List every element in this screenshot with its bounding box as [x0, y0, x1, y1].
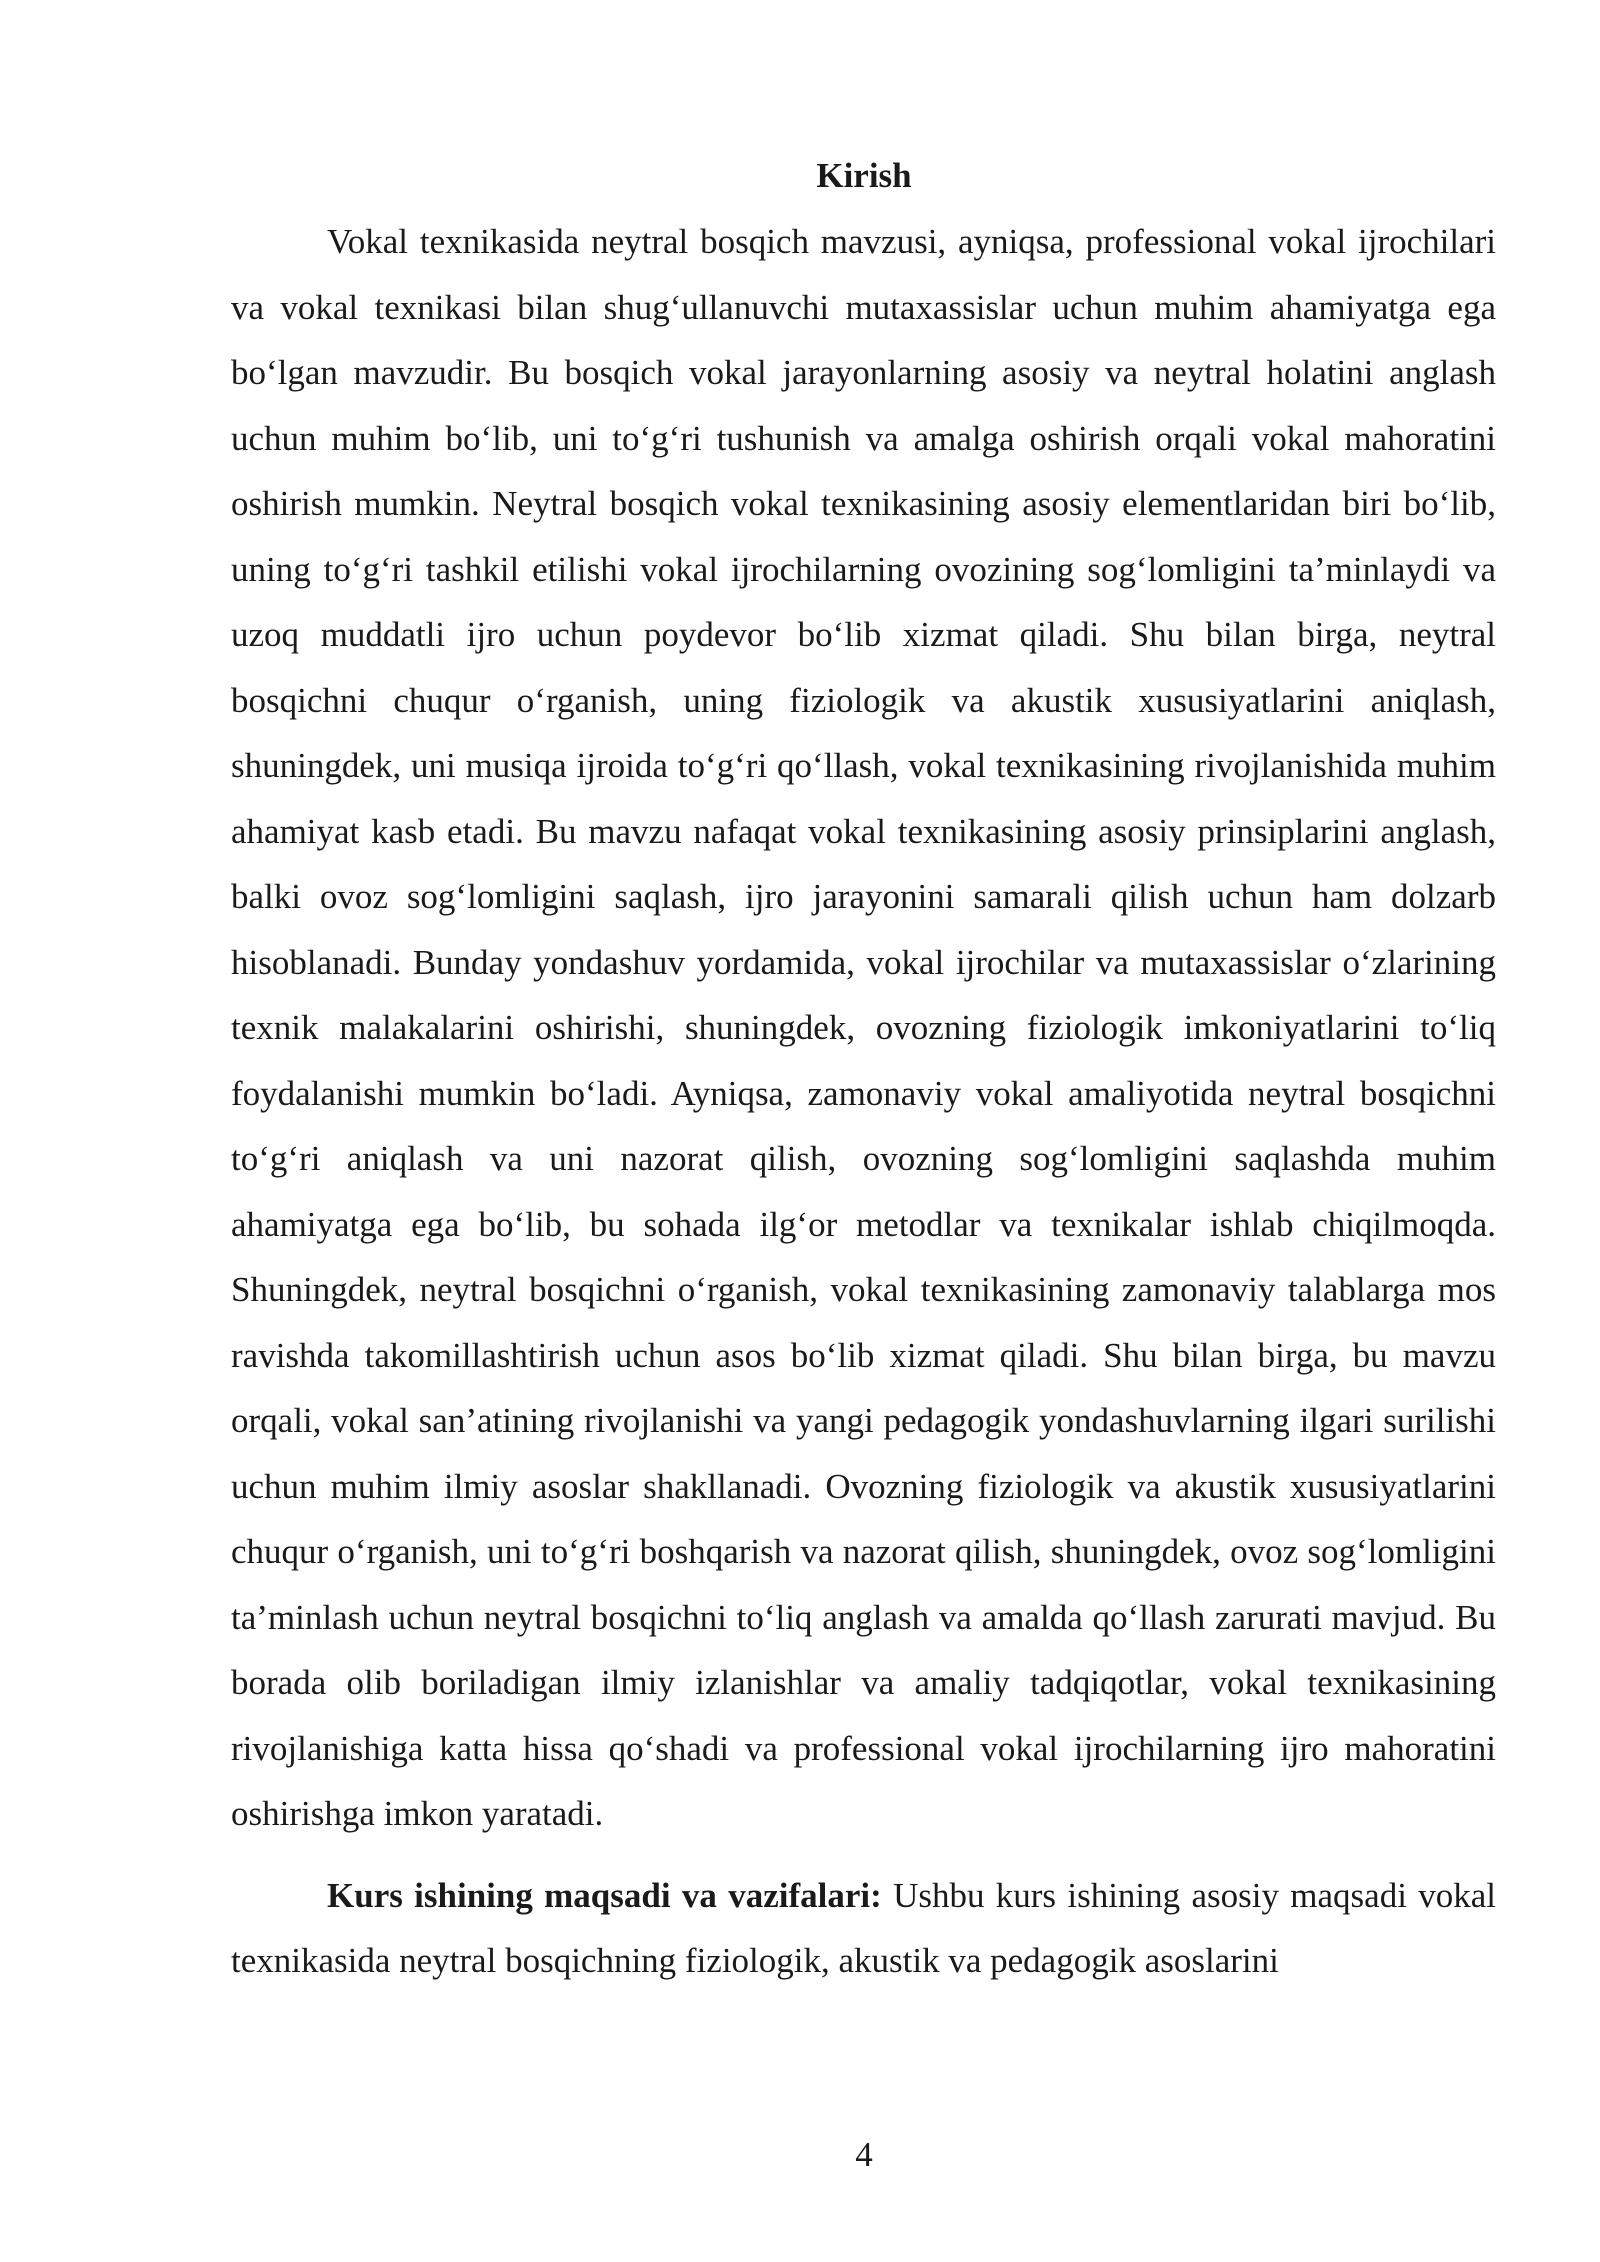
goals-paragraph	[231, 1863, 1496, 1994]
goals-text: Ushbu kurs ishining asosiy maqsadi vokal texnikasida neytral bosqichning fiziologik, akustik va pedagogik asoslarini	[231, 1875, 1496, 1980]
page-number-text: 4	[855, 2135, 873, 2174]
document-body	[231, 209, 1496, 1994]
heading-text: Kirish	[816, 156, 912, 195]
goals-lead: Kurs ishining maqsadi va vazifalari:	[327, 1875, 882, 1915]
page-number	[0, 2130, 1600, 2180]
intro-paragraph: Vokal texnikasida neytral bosqich mavzusi, ayniqsa, professional vokal ijrochilari va vokal texnikasi bilan shug‘ullanuvchi mutaxassislar uchun muhim ahamiyatga ega bo‘lgan mavzudir. Bu bosqich vokal jarayonlarning asosiy va neytral holatini anglash uchun muhim bo‘lib, uni to‘g‘ri tushunish va amalga oshirish orqali vokal mahoratini oshirish mumkin. Neytral bosqich vokal texnikasining asosiy elementlaridan biri bo‘lib, uning to‘g‘ri tashkil etilishi vokal ijrochilarning ovozining sog‘lomligini ta’minlaydi va uzoq muddatli ijro uchun poydevor bo‘lib xizmat qiladi. Shu bilan birga, neytral bosqichni chuqur o‘rganish, uning fiziologik va akustik xususiyatlarini aniqlash, shuningdek, uni musiqa ijroida to‘g‘ri qo‘llash, vokal texnikasining rivojlanishida muhim ahamiyat kasb etadi. Bu mavzu nafaqat vokal texnikasining asosiy prinsiplarini anglash, balki ovoz sog‘lomligini saqlash, ijro jarayonini samarali qilish uchun ham dolzarb hisoblanadi. Bunday yondashuv yordamida, vokal ijrochilar va mutaxassislar o‘zlarining texnik malakalarini oshirishi, shuningdek, ovozning fiziologik imkoniyatlarini to‘liq foydalanishi mumkin bo‘ladi. Ayniqsa, zamonaviy vokal amaliyotida neytral bosqichni to‘g‘ri aniqlash va uni nazorat qilish, ovozning sog‘lomligini saqlashda muhim ahamiyatga ega bo‘lib, bu sohada ilg‘or metodlar va texnikalar ishlab chiqilmoqda. Shuningdek, neytral bosqichni o‘rganish, vokal texnikasining zamonaviy talablarga mos ravishda takomillashtirish uchun asos bo‘lib xizmat qiladi. Shu bilan birga, bu mavzu orqali, vokal san’atining rivojlanishi va yangi pedagogik yondashuvlarning ilgari surilishi uchun muhim ilmiy asoslar shakllanadi. Ovozning fiziologik va akustik xususiyatlarini chuqur o‘rganish, uni to‘g‘ri boshqarish va nazorat qilish, shuningdek, ovoz sog‘lomligini ta’minlash uchun neytral bosqichni to‘liq anglash va amalda qo‘llash zarurati mavjud. Bu borada olib boriladigan ilmiy izlanishlar va amaliy tadqiqotlar, vokal texnikasining rivojlanishiga katta hissa qo‘shadi va professional vokal ijrochilarning ijro mahoratini oshirishga imkon yaratadi.	[231, 222, 1496, 1833]
section-heading	[0, 150, 1600, 202]
